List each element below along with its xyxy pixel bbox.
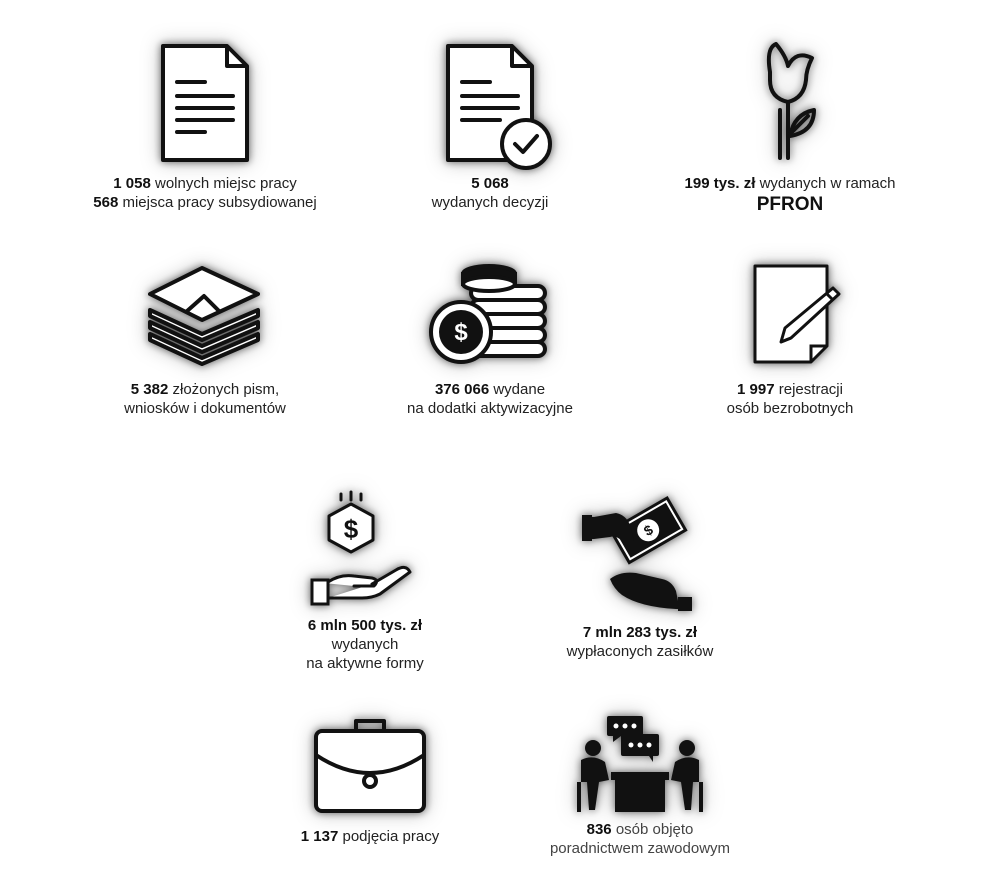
svg-text:$: $: [454, 319, 468, 346]
stat-active-forms: [260, 490, 470, 673]
stat-letters: [60, 262, 350, 418]
job-starts-caption: 1 137 podjęcia pracy: [300, 828, 440, 845]
decisions-caption: 5 068 wydanych decyzji: [431, 175, 549, 211]
stat-job-offers: [60, 40, 350, 212]
svg-text:$: $: [640, 521, 656, 540]
activation-caption: 376 066 wydane na dodatki aktywizacyjne: [407, 381, 573, 417]
tulip-icon: [730, 40, 850, 170]
stat-activation: [360, 262, 620, 418]
stat-decisions: [370, 40, 610, 212]
stat-benefits: [530, 495, 750, 661]
paper-stack-icon: [140, 262, 270, 370]
document-icon: [145, 40, 265, 170]
stat-pfron: [640, 40, 940, 217]
money-hand-icon: [310, 490, 420, 608]
svg-text:$: $: [343, 514, 359, 544]
pen-paper-icon: [735, 262, 845, 370]
benefits-caption: 7 mln 283 tys. zł wypłaconych zasiłków: [566, 624, 714, 660]
pfron-caption: 199 tys. zł wydanych w ramach PFRON: [640, 174, 940, 217]
job-offers-caption: 1 058 wolnych miejsc pracy 568 miejsca pracy subsydiowanej: [93, 175, 317, 211]
stat-counseling: [520, 712, 760, 858]
stat-job-starts: [260, 715, 480, 846]
meeting-icon: [575, 712, 705, 814]
letters-caption: 5 382 złożonych pism, wniosków i dokumentów: [124, 381, 286, 417]
counseling-caption: 836 osób objęto poradnictwem zawodowym: [549, 821, 731, 857]
registrations-caption: 1 997 rejestracji osób bezrobotnych: [726, 381, 854, 417]
coins-icon: [425, 262, 555, 370]
stat-registrations: [650, 262, 930, 418]
pfron-label: PFRON: [756, 194, 824, 215]
cash-payment-icon: [580, 495, 700, 613]
active-forms-caption: 6 mln 500 tys. zł wydanych na aktywne formy: [306, 617, 424, 672]
approved-document-icon: [430, 40, 550, 170]
briefcase-icon: [310, 715, 430, 815]
